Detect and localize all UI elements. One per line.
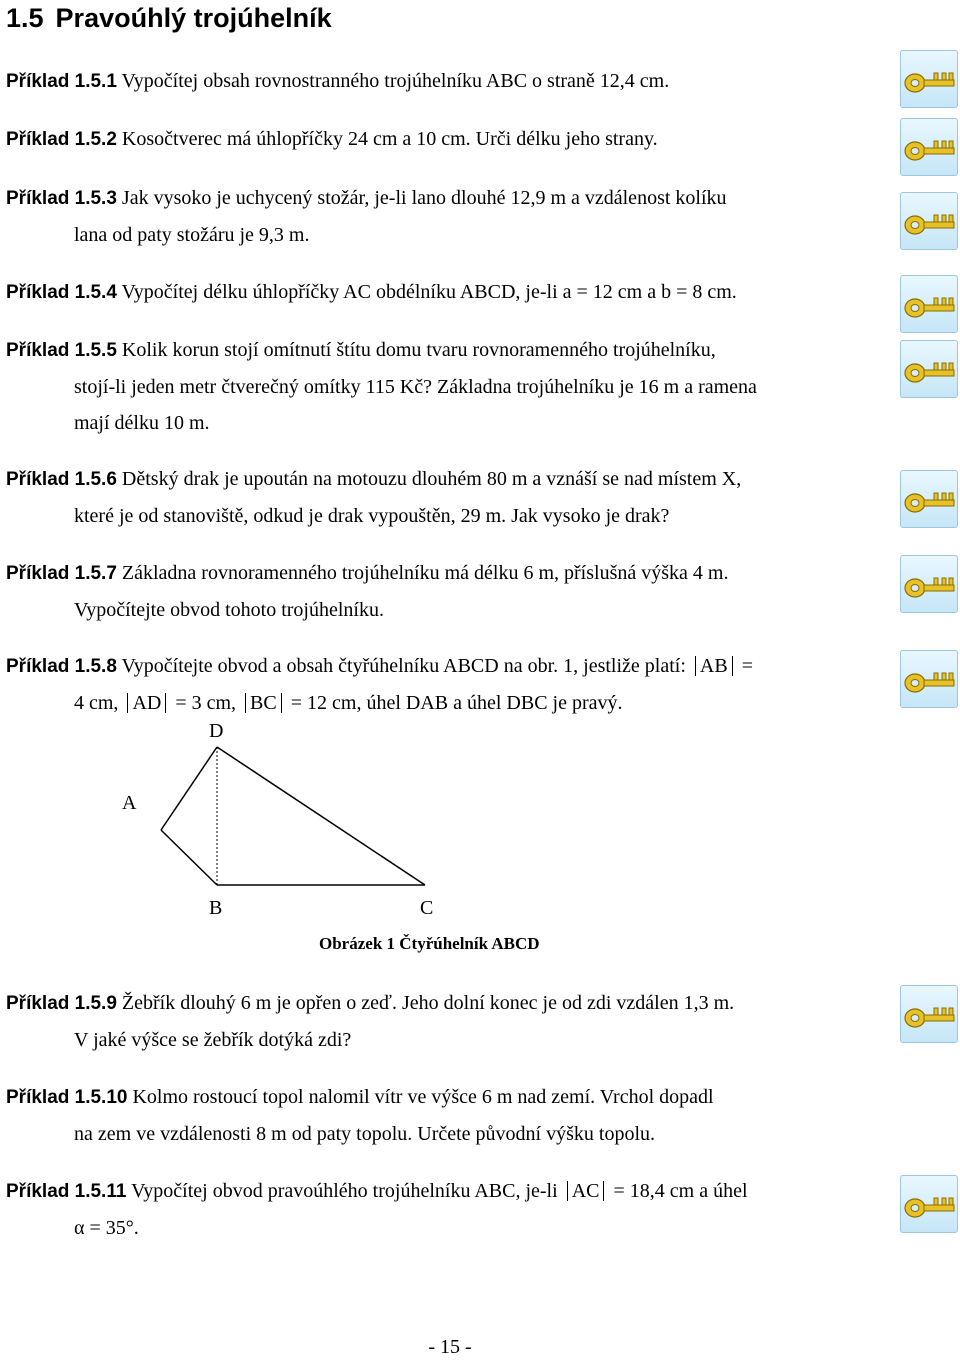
example-label: Příklad 1.5.6 bbox=[6, 469, 117, 490]
quadrilateral-figure bbox=[100, 720, 460, 905]
example-label: Příklad 1.5.8 bbox=[6, 656, 117, 677]
example-text-continued: V jaké výšce se žebřík dotýká zdi? bbox=[74, 1029, 352, 1051]
example-label: Příklad 1.5.3 bbox=[6, 188, 117, 209]
solution-key-button[interactable] bbox=[900, 650, 958, 708]
figure-caption: Obrázek 1 Čtyřúhelník ABCD bbox=[319, 934, 540, 953]
segment-bc: BC bbox=[250, 692, 277, 714]
example-text-continued: = 12 cm, úhel DAB a úhel DBC je pravý. bbox=[290, 692, 623, 714]
example-1-5-7 bbox=[6, 555, 888, 628]
key-icon bbox=[903, 284, 957, 324]
example-1-5-9 bbox=[6, 985, 888, 1058]
edge-dc bbox=[217, 747, 425, 885]
example-text: Kolmo rostoucí topol nalomil vítr ve výšce 6 m nad zemí. Vrchol dopadl bbox=[132, 1086, 714, 1108]
section-title bbox=[6, 0, 332, 36]
example-label: Příklad 1.5.4 bbox=[6, 282, 117, 303]
example-text-continued: Vypočítejte obvod tohoto trojúhelníku. bbox=[74, 599, 384, 621]
example-text: Jak vysoko je uchycený stožár, je-li lano dlouhé 12,9 m a vzdálenost kolíku bbox=[121, 187, 727, 209]
example-text: Vypočítej délku úhlopříčky AC obdélníku ABCD, je-li a = 12 cm a b = 8 cm. bbox=[121, 281, 737, 303]
example-label: Příklad 1.5.10 bbox=[6, 1087, 128, 1108]
example-text-continued: 4 cm, bbox=[74, 692, 119, 714]
example-text-continued: stojí-li jeden metr čtverečný omítky 115 Kč? Základna trojúhelníku je 16 m a ramena bbox=[74, 376, 757, 398]
solution-key-button[interactable] bbox=[900, 985, 958, 1043]
solution-key-button[interactable] bbox=[900, 555, 958, 613]
example-text: Základna rovnoramenného trojúhelníku má délku 6 m, příslušná výška 4 m. bbox=[121, 562, 729, 584]
example-text-continued: α = 35°. bbox=[74, 1217, 139, 1239]
section-name: Pravoúhlý trojúhelník bbox=[55, 3, 332, 33]
example-text: Dětský drak je upoután na motouzu dlouhém 80 m a vznáší se nad místem X, bbox=[121, 468, 742, 490]
example-text-continued: = 3 cm, bbox=[175, 692, 237, 714]
page-number: - 15 - bbox=[428, 1336, 472, 1358]
solution-key-button[interactable] bbox=[900, 470, 958, 528]
key-icon bbox=[903, 479, 957, 519]
example-text: = 18,4 cm a úhel bbox=[613, 1180, 748, 1202]
solution-key-button[interactable] bbox=[900, 192, 958, 250]
key-icon bbox=[903, 349, 957, 389]
example-label: Příklad 1.5.1 bbox=[6, 71, 117, 92]
key-icon bbox=[903, 994, 957, 1034]
example-1-5-2 bbox=[6, 121, 888, 158]
example-label: Příklad 1.5.9 bbox=[6, 993, 117, 1014]
example-1-5-6 bbox=[6, 461, 888, 534]
example-text-continued: které je od stanoviště, odkud je drak vypouštěn, 29 m. Jak vysoko je drak? bbox=[74, 505, 670, 527]
example-text: Kosočtverec má úhlopříčky 24 cm a 10 cm. Urči délku jeho strany. bbox=[121, 128, 658, 150]
example-text-continued: mají délku 10 m. bbox=[74, 412, 210, 434]
solution-key-button[interactable] bbox=[900, 118, 958, 176]
example-text: Vypočítej obvod pravoúhlého trojúhelníku ABC, je-li bbox=[131, 1180, 558, 1202]
segment-ad: AD bbox=[132, 692, 162, 714]
key-icon bbox=[903, 1184, 957, 1224]
example-text: Žebřík dlouhý 6 m je opřen o zeď. Jeho dolní konec je od zdi vzdálen 1,3 m. bbox=[121, 992, 735, 1014]
key-icon bbox=[903, 127, 957, 167]
example-label: Příklad 1.5.11 bbox=[6, 1181, 127, 1202]
vertex-d-label: D bbox=[209, 720, 224, 742]
solution-key-button[interactable] bbox=[900, 275, 958, 333]
example-text: Vypočítejte obvod a obsah čtyřúhelníku ABCD na obr. 1, jestliže platí: bbox=[121, 655, 686, 677]
example-text: Kolik korun stojí omítnutí štítu domu tvaru rovnoramenného trojúhelníku, bbox=[121, 339, 716, 361]
example-1-5-1 bbox=[6, 63, 888, 100]
example-text-continued: lana od paty stožáru je 9,3 m. bbox=[74, 224, 310, 246]
example-1-5-11 bbox=[6, 1173, 888, 1246]
example-1-5-4 bbox=[6, 274, 888, 311]
segment-ac: AC bbox=[571, 1180, 600, 1202]
key-icon bbox=[903, 659, 957, 699]
solution-key-button[interactable] bbox=[900, 1175, 958, 1233]
vertex-a-label: A bbox=[122, 792, 137, 814]
edge-ab bbox=[161, 830, 217, 885]
example-1-5-3 bbox=[6, 180, 888, 253]
solution-key-button[interactable] bbox=[900, 340, 958, 398]
example-text-continued: na zem ve vzdálenosti 8 m od paty topolu. Určete původní výšku topolu. bbox=[74, 1123, 655, 1145]
key-icon bbox=[903, 59, 957, 99]
section-number: 1.5 bbox=[6, 3, 44, 33]
example-1-5-8 bbox=[6, 648, 888, 721]
example-text: Vypočítej obsah rovnostranného trojúhelníku ABC o straně 12,4 cm. bbox=[121, 70, 670, 92]
vertex-c-label: C bbox=[420, 897, 434, 919]
quadrilateral-diagram bbox=[100, 720, 460, 900]
segment-ab: AB bbox=[699, 655, 728, 677]
vertex-b-label: B bbox=[209, 897, 223, 919]
equals-sign: = bbox=[741, 655, 753, 677]
example-label: Příklad 1.5.2 bbox=[6, 129, 117, 150]
example-1-5-10 bbox=[6, 1079, 888, 1152]
edge-ad bbox=[161, 747, 217, 830]
key-icon bbox=[903, 201, 957, 241]
example-label: Příklad 1.5.5 bbox=[6, 340, 117, 361]
key-icon bbox=[903, 564, 957, 604]
example-label: Příklad 1.5.7 bbox=[6, 563, 117, 584]
example-1-5-5 bbox=[6, 332, 888, 441]
solution-key-button[interactable] bbox=[900, 50, 958, 108]
